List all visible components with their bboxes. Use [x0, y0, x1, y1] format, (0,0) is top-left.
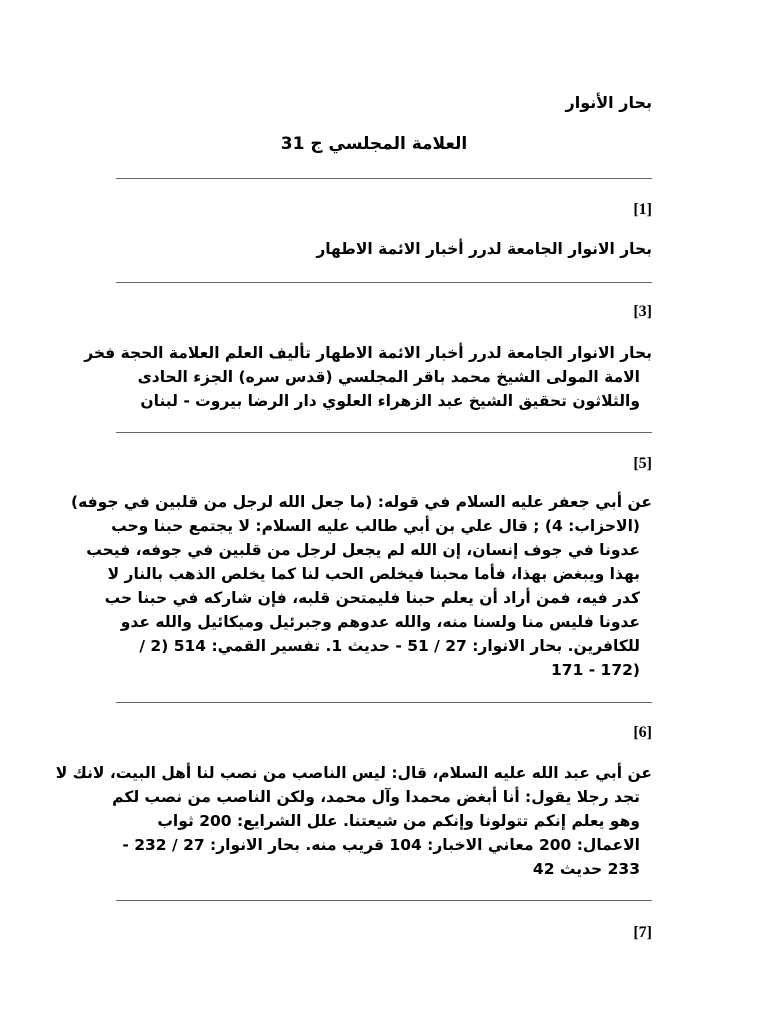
divider	[116, 702, 652, 703]
divider	[116, 900, 652, 901]
entry-line: الاعمال: 200 معاني الاخبار: 104 قريب منه. بحار الانوار: 27 / 232 -	[122, 836, 640, 854]
entry-number: [1]	[633, 201, 652, 218]
entry-line: بهذا ويبغض بهذا، فأما محبنا فيخلص الحب لنا كما يخلص الذهب بالنار لا	[107, 565, 640, 583]
entry-line: كدر فيه، فمن أراد أن يعلم حبنا فليمتحن قلبه، فإن شاركه في حبنا حب	[104, 589, 640, 607]
entry-text	[55, 761, 652, 881]
entry-line: 233 حديث 42	[532, 860, 640, 878]
divider	[116, 178, 652, 179]
entry-line: (الاحزاب: 4) ; قال علي بن أبي طالب عليه السلام: لا يجتمع حبنا وحب	[111, 517, 640, 535]
entry-line: الامة المولى الشيخ محمد باقر المجلسي (قدس سره) الجزء الحادى	[137, 368, 640, 386]
entry-line: والثلاثون تحقيق الشيخ عبد الزهراء العلوي دار الرضا بيروت - لبنان	[140, 392, 640, 410]
entry-line: بحار الانوار الجامعة لدرر أخبار الائمة الاطهار	[316, 240, 652, 258]
entry-text	[71, 490, 652, 682]
page-subtitle: العلامة المجلسي ج 31	[280, 134, 468, 154]
entry-line: عدونا فليس منا ولسنا منه، والله عدوهم وجبرئيل وميكائيل والله عدو	[120, 613, 640, 631]
entry-line: للكافرين. بحار الانوار: 27 / 51 - حديث 1. تفسير القمي: 514 (2 /	[139, 637, 640, 655]
entry-line: وهو يعلم إنكم تتولونا وإنكم من شيعتنا. علل الشرايع: 200 ثواب	[157, 812, 640, 830]
entry-line: عدونا في جوف إنسان، إن الله لم يجعل لرجل من قلبين في جوفه، فيحب	[86, 541, 640, 559]
entry-line: بحار الانوار الجامعة لدرر أخبار الائمة الاطهار تأليف العلم العلامة الحجة فخر	[84, 344, 652, 362]
entry-number: [5]	[633, 455, 652, 472]
entry-number: [7]	[633, 924, 652, 941]
entry-line: عن أبي جعفر عليه السلام في قوله: (ما جعل الله لرجل من قلبين في جوفه)	[71, 493, 652, 511]
entry-line: (172 - 171	[550, 661, 640, 679]
entry-line: عن أبي عبد الله عليه السلام، قال: ليس الناصب من نصب لنا أهل البيت، لانك لا	[55, 764, 652, 782]
book-name: بحار الأنوار	[565, 93, 652, 112]
entry-text	[116, 237, 652, 261]
entry-number: [3]	[633, 303, 652, 320]
entry-number: [6]	[633, 724, 652, 741]
entry-line: تجد رجلا يقول: أنا أبغض محمدا وآل محمد، ولكن الناصب من نصب لكم	[112, 788, 640, 806]
divider	[116, 432, 652, 433]
entry-text	[84, 341, 652, 413]
divider	[116, 282, 652, 283]
